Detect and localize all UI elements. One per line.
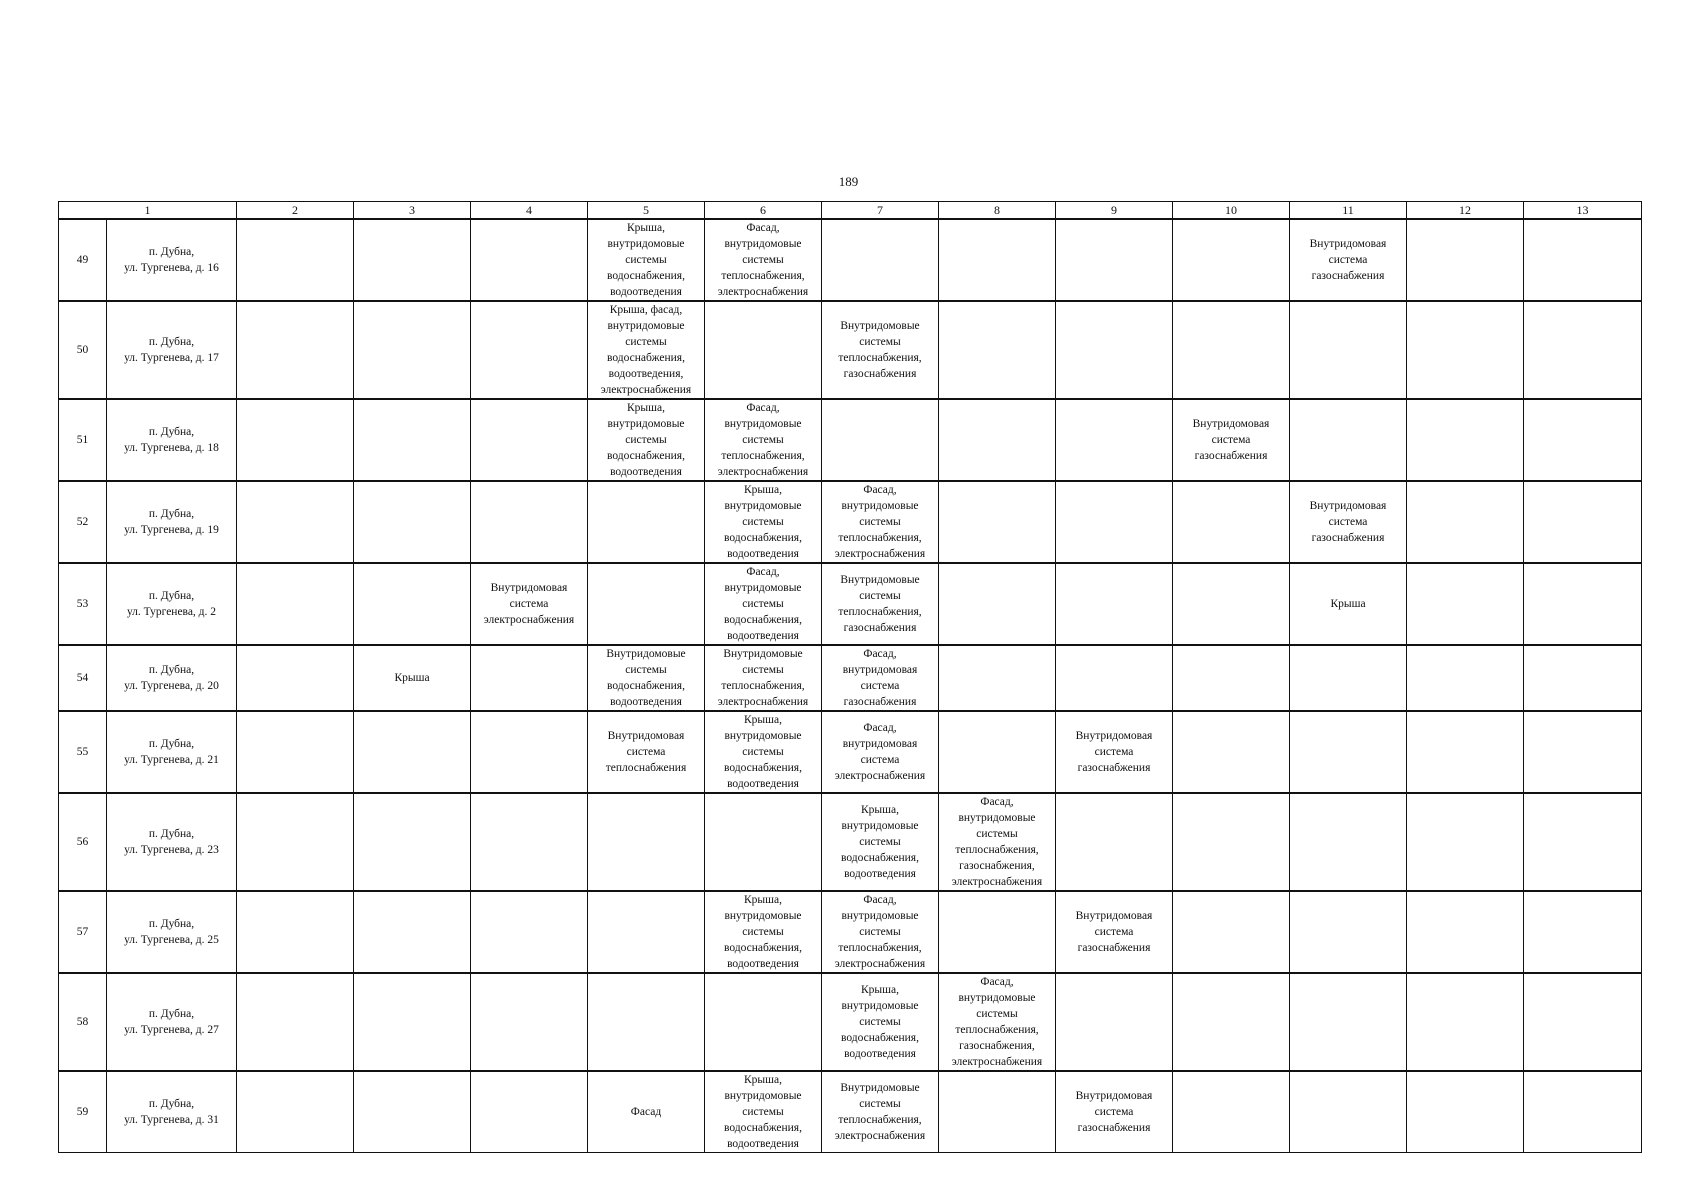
address-cell: п. Дубна, ул. Тургенева, д. 31 xyxy=(107,1071,237,1153)
work-cell-col-11 xyxy=(1290,711,1407,793)
work-cell-col-10 xyxy=(1173,219,1290,301)
page-number: 189 xyxy=(838,174,859,189)
address-cell: п. Дубна, ул. Тургенева, д. 17 xyxy=(107,301,237,399)
work-cell-col-12 xyxy=(1407,563,1524,645)
column-header-4: 4 xyxy=(471,202,588,220)
work-cell-col-3 xyxy=(354,563,471,645)
work-cell-col-10 xyxy=(1173,793,1290,891)
work-cell-col-11 xyxy=(1290,301,1407,399)
row-number: 54 xyxy=(59,645,107,711)
work-cell-col-3 xyxy=(354,481,471,563)
work-cell-col-4: Внутридомовая система электроснабжения xyxy=(471,563,588,645)
work-cell-col-4 xyxy=(471,219,588,301)
work-cell-col-4 xyxy=(471,891,588,973)
work-cell-col-10 xyxy=(1173,563,1290,645)
work-cell-col-9 xyxy=(1056,973,1173,1071)
address-cell: п. Дубна, ул. Тургенева, д. 25 xyxy=(107,891,237,973)
work-cell-col-2 xyxy=(237,645,354,711)
work-cell-col-3 xyxy=(354,219,471,301)
work-cell-col-5 xyxy=(588,973,705,1071)
work-cell-col-11 xyxy=(1290,645,1407,711)
row-number: 50 xyxy=(59,301,107,399)
work-cell-col-8 xyxy=(939,711,1056,793)
work-cell-col-8 xyxy=(939,891,1056,973)
work-cell-col-7 xyxy=(822,219,939,301)
work-cell-col-6: Фасад, внутридомовые системы водоснабжения, водоотведения xyxy=(705,563,822,645)
work-cell-col-8 xyxy=(939,563,1056,645)
work-cell-col-8 xyxy=(939,301,1056,399)
column-header-11: 11 xyxy=(1290,202,1407,220)
work-cell-col-3 xyxy=(354,301,471,399)
work-cell-col-13 xyxy=(1524,481,1642,563)
work-cell-col-5: Внутридомовая система теплоснабжения xyxy=(588,711,705,793)
table-row xyxy=(59,1071,1642,1153)
work-cell-col-12 xyxy=(1407,711,1524,793)
table-row xyxy=(59,399,1642,481)
work-cell-col-7: Крыша, внутридомовые системы водоснабжения, водоотведения xyxy=(822,973,939,1071)
column-header-8: 8 xyxy=(939,202,1056,220)
address-cell: п. Дубна, ул. Тургенева, д. 18 xyxy=(107,399,237,481)
column-header-6: 6 xyxy=(705,202,822,220)
work-cell-col-9 xyxy=(1056,301,1173,399)
work-cell-col-3 xyxy=(354,399,471,481)
work-cell-col-3 xyxy=(354,1071,471,1153)
work-cell-col-2 xyxy=(237,891,354,973)
work-cell-col-10 xyxy=(1173,711,1290,793)
work-cell-col-3 xyxy=(354,973,471,1071)
table-row xyxy=(59,563,1642,645)
work-cell-col-2 xyxy=(237,973,354,1071)
row-number: 51 xyxy=(59,399,107,481)
address-cell: п. Дубна, ул. Тургенева, д. 20 xyxy=(107,645,237,711)
work-cell-col-10 xyxy=(1173,973,1290,1071)
work-cell-col-2 xyxy=(237,219,354,301)
work-cell-col-5: Крыша, внутридомовые системы водоснабжения, водоотведения xyxy=(588,399,705,481)
work-cell-col-8 xyxy=(939,645,1056,711)
work-cell-col-11 xyxy=(1290,973,1407,1071)
work-cell-col-7: Фасад, внутридомовые системы теплоснабжения, электроснабжения xyxy=(822,891,939,973)
row-number: 56 xyxy=(59,793,107,891)
column-header-2: 2 xyxy=(237,202,354,220)
column-header-5: 5 xyxy=(588,202,705,220)
work-cell-col-9 xyxy=(1056,793,1173,891)
work-cell-col-6: Крыша, внутридомовые системы водоснабжения, водоотведения xyxy=(705,711,822,793)
work-cell-col-13 xyxy=(1524,399,1642,481)
work-cell-col-2 xyxy=(237,1071,354,1153)
work-cell-col-13 xyxy=(1524,1071,1642,1153)
work-cell-col-2 xyxy=(237,711,354,793)
work-cell-col-6 xyxy=(705,793,822,891)
table-row xyxy=(59,645,1642,711)
work-cell-col-6: Фасад, внутридомовые системы теплоснабжения, электроснабжения xyxy=(705,219,822,301)
row-number: 53 xyxy=(59,563,107,645)
work-cell-col-2 xyxy=(237,481,354,563)
work-cell-col-6 xyxy=(705,973,822,1071)
work-cell-col-13 xyxy=(1524,219,1642,301)
work-cell-col-9 xyxy=(1056,219,1173,301)
table-row xyxy=(59,793,1642,891)
work-cell-col-3: Крыша xyxy=(354,645,471,711)
work-cell-col-5 xyxy=(588,563,705,645)
work-cell-col-13 xyxy=(1524,645,1642,711)
work-cell-col-8 xyxy=(939,399,1056,481)
work-cell-col-5: Крыша, внутридомовые системы водоснабжения, водоотведения xyxy=(588,219,705,301)
work-cell-col-10: Внутридомовая система газоснабжения xyxy=(1173,399,1290,481)
work-cell-col-5 xyxy=(588,793,705,891)
work-cell-col-7: Внутридомовые системы теплоснабжения, электроснабжения xyxy=(822,1071,939,1153)
work-cell-col-9 xyxy=(1056,645,1173,711)
work-cell-col-11: Крыша xyxy=(1290,563,1407,645)
table-row xyxy=(59,301,1642,399)
work-cell-col-7: Внутридомовые системы теплоснабжения, газоснабжения xyxy=(822,563,939,645)
column-header-10: 10 xyxy=(1173,202,1290,220)
work-cell-col-12 xyxy=(1407,793,1524,891)
row-number: 58 xyxy=(59,973,107,1071)
work-cell-col-3 xyxy=(354,711,471,793)
address-cell: п. Дубна, ул. Тургенева, д. 21 xyxy=(107,711,237,793)
work-cell-col-13 xyxy=(1524,563,1642,645)
work-cell-col-12 xyxy=(1407,1071,1524,1153)
work-cell-col-6: Крыша, внутридомовые системы водоснабжения, водоотведения xyxy=(705,891,822,973)
address-cell: п. Дубна, ул. Тургенева, д. 23 xyxy=(107,793,237,891)
row-number: 49 xyxy=(59,219,107,301)
work-cell-col-9 xyxy=(1056,399,1173,481)
work-cell-col-12 xyxy=(1407,399,1524,481)
work-cell-col-12 xyxy=(1407,891,1524,973)
work-cell-col-10 xyxy=(1173,301,1290,399)
work-cell-col-4 xyxy=(471,399,588,481)
work-cell-col-4 xyxy=(471,645,588,711)
column-header-13: 13 xyxy=(1524,202,1642,220)
work-cell-col-9: Внутридомовая система газоснабжения xyxy=(1056,1071,1173,1153)
work-cell-col-8: Фасад, внутридомовые системы теплоснабжения, газоснабжения, электроснабжения xyxy=(939,793,1056,891)
table-row xyxy=(59,219,1642,301)
work-cell-col-12 xyxy=(1407,645,1524,711)
work-cell-col-8 xyxy=(939,481,1056,563)
address-cell: п. Дубна, ул. Тургенева, д. 27 xyxy=(107,973,237,1071)
work-cell-col-11 xyxy=(1290,1071,1407,1153)
work-cell-col-2 xyxy=(237,793,354,891)
work-cell-col-7: Фасад, внутридомовая система электроснабжения xyxy=(822,711,939,793)
row-number: 55 xyxy=(59,711,107,793)
work-cell-col-7: Фасад, внутридомовая система газоснабжения xyxy=(822,645,939,711)
work-cell-col-9 xyxy=(1056,563,1173,645)
work-cell-col-10 xyxy=(1173,645,1290,711)
table-row xyxy=(59,711,1642,793)
work-cell-col-7 xyxy=(822,399,939,481)
column-header-9: 9 xyxy=(1056,202,1173,220)
work-cell-col-9: Внутридомовая система газоснабжения xyxy=(1056,891,1173,973)
work-cell-col-13 xyxy=(1524,891,1642,973)
table-body xyxy=(59,219,1642,1153)
work-cell-col-11: Внутридомовая система газоснабжения xyxy=(1290,481,1407,563)
row-number: 57 xyxy=(59,891,107,973)
address-cell: п. Дубна, ул. Тургенева, д. 19 xyxy=(107,481,237,563)
table-row xyxy=(59,973,1642,1071)
work-cell-col-4 xyxy=(471,973,588,1071)
work-cell-col-7: Крыша, внутридомовые системы водоснабжения, водоотведения xyxy=(822,793,939,891)
work-cell-col-7: Внутридомовые системы теплоснабжения, газоснабжения xyxy=(822,301,939,399)
work-cell-col-6: Крыша, внутридомовые системы водоснабжения, водоотведения xyxy=(705,481,822,563)
work-cell-col-6: Крыша, внутридомовые системы водоснабжения, водоотведения xyxy=(705,1071,822,1153)
work-cell-col-6: Фасад, внутридомовые системы теплоснабжения, электроснабжения xyxy=(705,399,822,481)
work-cell-col-8: Фасад, внутридомовые системы теплоснабжения, газоснабжения, электроснабжения xyxy=(939,973,1056,1071)
work-cell-col-13 xyxy=(1524,973,1642,1071)
work-cell-col-11 xyxy=(1290,891,1407,973)
row-number: 52 xyxy=(59,481,107,563)
work-cell-col-11 xyxy=(1290,399,1407,481)
work-cell-col-12 xyxy=(1407,481,1524,563)
work-cell-col-13 xyxy=(1524,711,1642,793)
work-cell-col-5: Внутридомовые системы водоснабжения, водоотведения xyxy=(588,645,705,711)
work-cell-col-12 xyxy=(1407,973,1524,1071)
work-cell-col-6: Внутридомовые системы теплоснабжения, электроснабжения xyxy=(705,645,822,711)
column-header-1: 1 xyxy=(59,202,237,220)
work-cell-col-11: Внутридомовая система газоснабжения xyxy=(1290,219,1407,301)
work-cell-col-11 xyxy=(1290,793,1407,891)
work-cell-col-4 xyxy=(471,711,588,793)
row-number: 59 xyxy=(59,1071,107,1153)
work-cell-col-9: Внутридомовая система газоснабжения xyxy=(1056,711,1173,793)
table-header xyxy=(59,202,1642,220)
work-cell-col-3 xyxy=(354,793,471,891)
repair-schedule-table xyxy=(58,201,1642,1153)
work-cell-col-4 xyxy=(471,481,588,563)
work-cell-col-5: Крыша, фасад, внутридомовые системы водоснабжения, водоотведения, электроснабжения xyxy=(588,301,705,399)
work-cell-col-2 xyxy=(237,301,354,399)
work-cell-col-12 xyxy=(1407,301,1524,399)
work-cell-col-10 xyxy=(1173,481,1290,563)
column-header-7: 7 xyxy=(822,202,939,220)
work-cell-col-13 xyxy=(1524,301,1642,399)
work-cell-col-10 xyxy=(1173,891,1290,973)
work-cell-col-7: Фасад, внутридомовые системы теплоснабжения, электроснабжения xyxy=(822,481,939,563)
work-cell-col-4 xyxy=(471,1071,588,1153)
work-cell-col-3 xyxy=(354,891,471,973)
work-cell-col-4 xyxy=(471,793,588,891)
work-cell-col-8 xyxy=(939,1071,1056,1153)
work-cell-col-5 xyxy=(588,481,705,563)
work-cell-col-2 xyxy=(237,563,354,645)
work-cell-col-5: Фасад xyxy=(588,1071,705,1153)
work-cell-col-13 xyxy=(1524,793,1642,891)
work-cell-col-8 xyxy=(939,219,1056,301)
address-cell: п. Дубна, ул. Тургенева, д. 16 xyxy=(107,219,237,301)
work-cell-col-12 xyxy=(1407,219,1524,301)
column-header-3: 3 xyxy=(354,202,471,220)
column-number-row xyxy=(59,202,1642,220)
column-header-12: 12 xyxy=(1407,202,1524,220)
address-cell: п. Дубна, ул. Тургенева, д. 2 xyxy=(107,563,237,645)
table-row xyxy=(59,891,1642,973)
work-cell-col-10 xyxy=(1173,1071,1290,1153)
table-row xyxy=(59,481,1642,563)
work-cell-col-5 xyxy=(588,891,705,973)
work-cell-col-9 xyxy=(1056,481,1173,563)
work-cell-col-4 xyxy=(471,301,588,399)
work-cell-col-6 xyxy=(705,301,822,399)
work-cell-col-2 xyxy=(237,399,354,481)
